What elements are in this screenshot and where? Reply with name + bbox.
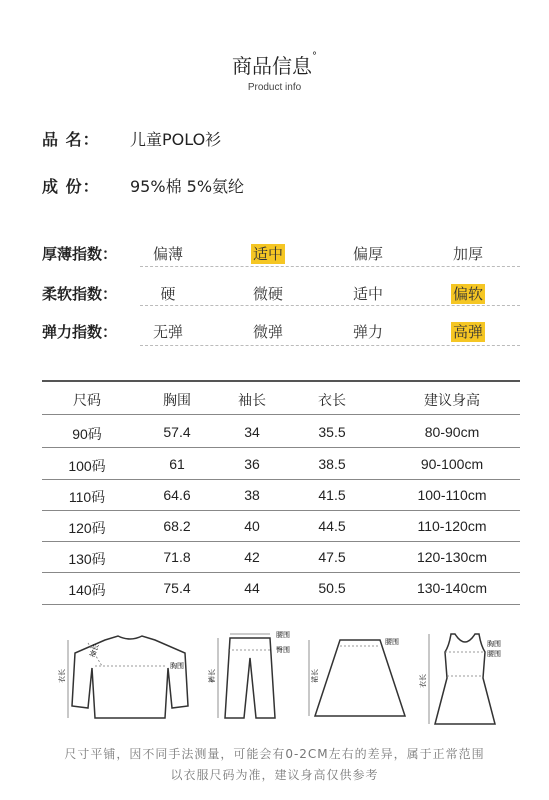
chest-label: 胸围 bbox=[487, 640, 501, 648]
table-header-cell: 尺码 bbox=[73, 392, 101, 408]
table-divider bbox=[42, 572, 520, 573]
dashed-divider bbox=[140, 305, 520, 306]
info-label: 成 份： bbox=[42, 177, 100, 196]
table-cell: 41.5 bbox=[318, 487, 346, 503]
note-line: 尺寸平铺，因不同手法测量，可能会有0-2CM左右的差异，属于正常范围 bbox=[64, 747, 485, 761]
table-cell: 44.5 bbox=[318, 518, 346, 534]
index-label-thickness: 厚薄指数： bbox=[42, 245, 118, 263]
index-option-text: 加厚 bbox=[452, 245, 483, 263]
table-cell: 42 bbox=[244, 549, 260, 565]
table-cell: 36 bbox=[244, 456, 260, 472]
info-value: 95%棉 5%氨纶 bbox=[130, 177, 245, 196]
table-divider bbox=[42, 541, 520, 542]
skirt-outline bbox=[315, 640, 405, 716]
table-row bbox=[42, 549, 520, 569]
index-option bbox=[433, 321, 503, 342]
index-option bbox=[133, 283, 203, 304]
table-cell: 61 bbox=[169, 456, 185, 472]
table-cell: 120-130cm bbox=[416, 549, 488, 565]
shirt-outline bbox=[72, 636, 188, 718]
index-option-text: 微弹 bbox=[252, 323, 283, 341]
table-bottom-border bbox=[42, 604, 520, 605]
length-label: 裙长 bbox=[311, 669, 319, 683]
table-divider bbox=[42, 510, 520, 511]
table-cell: 64.6 bbox=[163, 487, 191, 503]
table-cell: 100-110cm bbox=[417, 487, 487, 503]
waist-label: 腰围 bbox=[385, 638, 399, 646]
index-option-text: 弹力 bbox=[352, 323, 383, 341]
table-row bbox=[42, 487, 520, 507]
table-cell: 110-120cm bbox=[417, 518, 487, 534]
table-cell: 90-100cm bbox=[420, 456, 484, 472]
table-divider bbox=[42, 479, 520, 480]
table-cell: 35.5 bbox=[318, 424, 346, 440]
table-top-border bbox=[42, 380, 520, 382]
table-cell: 80-90cm bbox=[424, 424, 480, 440]
waist-label: 腰围 bbox=[276, 631, 290, 639]
dashed-divider bbox=[140, 345, 520, 346]
table-cell: 90码 bbox=[72, 426, 102, 442]
table-cell: 71.8 bbox=[163, 549, 191, 565]
index-option-text: 适中 bbox=[252, 245, 283, 263]
chest-label: 胸围 bbox=[170, 662, 184, 670]
table-row bbox=[42, 518, 520, 538]
page-title bbox=[0, 50, 549, 79]
index-option-text: 偏厚 bbox=[352, 245, 383, 263]
index-option-text: 微硬 bbox=[252, 285, 283, 303]
table-cell: 130码 bbox=[68, 551, 106, 567]
length-label: 裤长 bbox=[208, 669, 216, 683]
table-divider bbox=[42, 447, 520, 448]
table-row bbox=[42, 456, 520, 476]
index-option bbox=[433, 243, 503, 264]
table-cell: 68.2 bbox=[163, 518, 191, 534]
table-cell: 130-140cm bbox=[416, 580, 488, 596]
table-cell: 47.5 bbox=[318, 549, 346, 565]
dashed-divider bbox=[140, 266, 520, 267]
index-option bbox=[133, 243, 203, 264]
note-line: 以衣服尺码为准，建议身高仅供参考 bbox=[170, 768, 379, 782]
index-option bbox=[133, 321, 203, 342]
dress-outline bbox=[435, 634, 495, 724]
index-option-text: 高弹 bbox=[452, 323, 483, 341]
index-option bbox=[233, 283, 303, 304]
index-option bbox=[433, 283, 503, 304]
index-option-text: 偏薄 bbox=[152, 245, 183, 263]
page-subtitle: Product info bbox=[247, 82, 302, 93]
table-row bbox=[42, 580, 520, 600]
index-option-text: 适中 bbox=[352, 285, 383, 303]
table-cell: 34 bbox=[244, 424, 260, 440]
info-label: 品 名： bbox=[42, 130, 100, 149]
title-text: 商品信息 bbox=[232, 54, 312, 78]
table-cell: 38 bbox=[244, 487, 260, 503]
index-option-text: 无弹 bbox=[152, 323, 183, 341]
table-header-cell: 胸围 bbox=[163, 392, 191, 408]
index-option bbox=[233, 321, 303, 342]
index-option bbox=[333, 283, 403, 304]
table-header bbox=[42, 390, 520, 410]
pants-diagram bbox=[200, 628, 300, 723]
index-option bbox=[233, 243, 303, 264]
table-cell: 100码 bbox=[68, 458, 106, 474]
index-label-elasticity: 弹力指数： bbox=[42, 323, 118, 341]
index-label-softness: 柔软指数： bbox=[42, 285, 118, 303]
table-header-cell: 衣长 bbox=[318, 392, 346, 408]
title-mark: ° bbox=[312, 51, 317, 63]
index-option-text: 偏软 bbox=[452, 285, 483, 303]
table-cell: 75.4 bbox=[163, 580, 191, 596]
info-row-material bbox=[42, 174, 244, 197]
index-option bbox=[333, 321, 403, 342]
table-header-cell: 袖长 bbox=[238, 392, 266, 408]
length-label: 衣长 bbox=[419, 674, 427, 688]
info-value: 儿童POLO衫 bbox=[130, 130, 222, 149]
index-option bbox=[333, 243, 403, 264]
table-cell: 40 bbox=[244, 518, 260, 534]
table-cell: 110码 bbox=[68, 489, 106, 505]
table-cell: 44 bbox=[244, 580, 260, 596]
sleeve-label: 袖长 bbox=[88, 642, 101, 659]
table-cell: 120码 bbox=[68, 520, 106, 536]
shirt-diagram bbox=[60, 628, 200, 723]
index-option-text: 硬 bbox=[160, 285, 176, 303]
table-cell: 38.5 bbox=[318, 456, 346, 472]
table-row bbox=[42, 424, 520, 444]
dress-diagram bbox=[415, 628, 515, 728]
table-divider bbox=[42, 414, 520, 415]
table-header-cell: 建议身高 bbox=[424, 392, 480, 408]
table-cell: 140码 bbox=[68, 582, 106, 598]
hip-label: 臀围 bbox=[276, 646, 290, 654]
table-cell: 57.4 bbox=[163, 424, 191, 440]
waist-label: 腰围 bbox=[487, 650, 501, 658]
length-label: 衣长 bbox=[58, 669, 66, 683]
info-row-name bbox=[42, 127, 221, 150]
skirt-diagram bbox=[305, 628, 415, 723]
table-cell: 50.5 bbox=[318, 580, 346, 596]
